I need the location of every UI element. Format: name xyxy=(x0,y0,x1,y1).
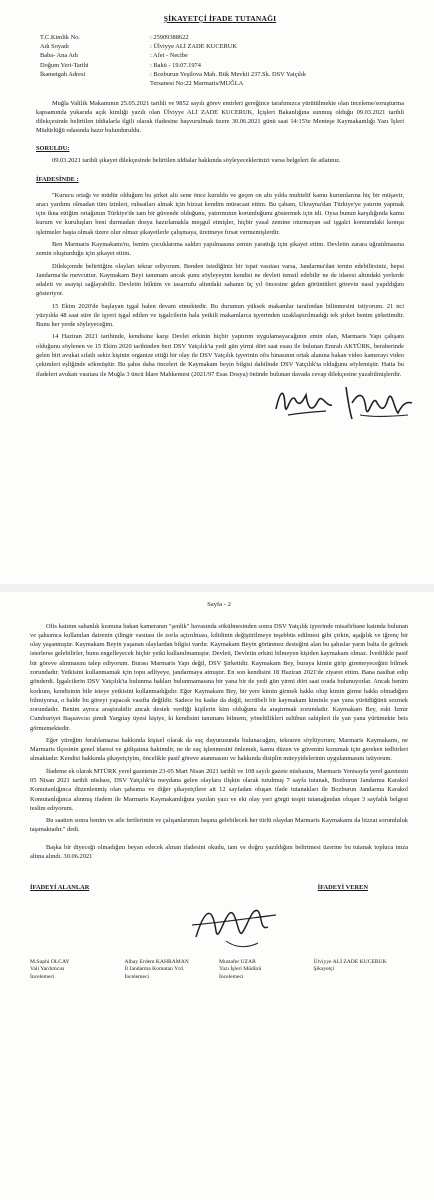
statement-paragraph: "Kurucu ortağı ve müdür olduğum bu şirket altı sene önce kuruldu ve geçen on altı yılda muhtelif kamu kurumlarına hiç bir müşavir, aracı yardımı olmadan tüm izinleri, ruhsatları almak için bizzat kendim müracaat ettim. Bu çabam, Ukrayna'dan Türkiye'ye yatırım yapmak için ikna ettiğim ortağımın Türkiye'de tam bir güvende olduğunu, yatırımının korunduğunu göstermek için idi. Oysa bunun karşılığında kamu kurum ve kuruluşları beni durmadan dosya hazırlamakla meşgul etmişler, hiçbir yasal zemine oturmayan saf işgalci komumdaki komşu işletmeler başta olmak üzere olur olmaz şikayetlerle çalışmaya, üretmeye fırsat vermemişlerdir. xyxy=(36,191,404,236)
closing-paragraph: Başka bir diyeceği olmadığını beyan edecek alınan ifadesini okudu, tam ve doğru yazıldığını belirtmesi üzerine bu tutanak topluca imza altına alındı. 30.06.2021 xyxy=(30,843,408,861)
signer-block xyxy=(125,959,220,982)
signature-marks xyxy=(30,893,408,953)
field-label: T.C.Kimlik No. xyxy=(40,33,81,41)
address-line-1: : Bozburun Yeşilova Mah. Bük Mevkii 237.Sk. DSV Yatçılık xyxy=(150,71,306,78)
statement-paragraph: Ben Marmaris Kaymakamı'nı, benim çocuklarıma saldırı yapılmasına zemin yarattığı için şikayet ettim. Devletin zarara uğratılmasına zemin oluşturduğu için şikayet ettim. xyxy=(36,240,404,258)
signer-title: Yazı İşleri Müdürü xyxy=(219,966,262,973)
signer-title: Şikayetçi xyxy=(313,966,335,973)
signer-block xyxy=(30,959,125,982)
statement-paragraph: Eğer yüreğim ferahlamazsa hakkında kişisel olarak da suç duyurusunda bulunacağım, tekraren söylüyorum; Marmaris Kaymakamı, ne Marmaris ilçesinin genel idaresi ve gidişatına hakimdir, ne de suç işlenmesini önlemek, kamu düzen ve güvenini korumak için gereken tedbirleri almaktadır. Kendisi hakkında şikayetçiyim, öncelikle pasif göreve atanmasını ve hakkında disiplin müeyyidelerinin uygulanmasını istiyorum. xyxy=(30,736,408,763)
signer-role: İncelemeci xyxy=(30,973,55,980)
statement-paragraph: Ofis katının sahanlık kısmına bakan kameranın "şenlik" havasında sökülmesinden sonra DSV Yatçılık işyerinde misafirhane katında bulunan ve şahsımca kullanılan dairenin çilingir vasıtası ile zorla açtırılması, kilidinin değiştirilmeye teşebbüs edilmesi gibi çirkin, aşağılık ve iğrenç bir olay yaşanmıştır. Kaymakam Beyin yaşanan olaylardan bilgisi vardır. Kaymakam Beyin görünmez desteğini alan bu şahıslar yarın balta ile gelmek isterlerse gelebilirler, bunu engelleyecek hiçbir yetki kullanılmamıştır. Devleti, Devletin erkini bilmeyen kişiden kaymakam olmaz. İvedilikle pasif bir göreve alınmasını talep ediyorum. Burası Marmaris Yapı değil, DSV Şirketidir. Kaymakam Bey, buraya kimin girip giremeyeceğini bilmek zorundadır. Yetkisini kullanmamak için topu adliyeye, jandarmaya atmıştır. En son kendisini 18 Haziran 2021'de ziyaret ettim. Bana nasihat edip gönderdi. İşgalcilerin DSV Yatçılık'ta bulunma hakları bulunmamasına bir yana bir de yedi gün yirmi dört saat orada bulunuyorlar. Ancak benim korkum, kendisinin bile isteye yetkisini kullanmadığıdır. Eğer Kaymakam Bey, bir yere kimin girmek hakkı olup kimin girme hakkı olmadığını bilmiyorsa, o halde bu göreyi yapacak vasıfta değildir. Sadece bu kadar da değil, tecrübeli bir kaymakam kiminle yan yana yürüdüğünü sezmek zorundadır. Benim ayrıca araştırabilir ancak destek verdiği kişilerin kim olduğunu da araştırmak zorundadır. Kaymakam Bey, eski İzmir Cumhuriyet Başsavcısı şimdi Yargıtay üyesi kişiye, ki kendisini tanımam bilmem, yöneltilikleri uslübun sahipleri ile yan yana yürümekte beis görmemektedir. xyxy=(30,622,408,732)
soruldu-heading: SORULDU: xyxy=(36,144,70,152)
page-number-header: Sayfa - 2 xyxy=(207,601,231,608)
signer-title: Vali Yardımcısı xyxy=(30,966,65,973)
address-line-2: Tersanesi No:22 Marmaris/MUĞLA xyxy=(150,80,244,88)
identity-row xyxy=(40,70,404,89)
ifade-heading: İFADESİNDE : xyxy=(36,176,79,184)
identity-row xyxy=(40,42,404,51)
signature-headings xyxy=(30,883,408,892)
signer-block xyxy=(219,959,314,982)
field-value: : Afet - Necibe xyxy=(150,52,188,60)
identity-row xyxy=(40,51,404,60)
signer-role: İncelemeci xyxy=(219,973,244,980)
identity-row xyxy=(40,33,404,42)
signer-name: Ülviyye ALİ ZADE KUCERUK xyxy=(313,958,387,965)
statement-paragraph: İfademe ek olarak MTÜRK yerel gazetenin 23-05 Mart Nisan 2021 tarihli ve 108 sayılı gazete nüshasını, Marmaris Yenisayfa yerel gazetesin 05 Nisan 2021 tarihli nüshası, DSV Yatçılık'ta meydana gelen olaylara ilişkin olarak tutulmuş 7 sayfa tutanak, Bozburun Jandarma Karakol Komutanlığınca düzenlenmiş olan şahsıma ve diğer şikayetçilere ait 12 sayfadan oluşan ifade tutanakları ile Bozburun Jandarma Karakol Komutanlığınca alınmış ifadem ile Marmaris Kaymakamlığına yazılan yazı ve eki olay yeri görgü tespit tutanağından oluşan 3 sayfalık belgesi teslim ediyorum. xyxy=(30,767,408,812)
document-page-1 xyxy=(0,0,434,584)
intro-paragraph: Muğla Valilik Makamının 25.05.2021 tarihli ve 9852 sayılı görev emirleri gereğince tarafımızca yürütülmekte olan inceleme/soruşturma kapsamında yukarıda açık kimliği yazılı olan Ülviyye ALİ ZADE KUCERUK, İçişleri Bakanlığına sunmuş olduğu 09.03.2021 tarihli dilekçesinde belirtilen iddialarla ilgili olarak ifadesine başvurulmak üzere 30.06.2021 günü saat 14:15'te Menteşe Kaymakamlığı Yazı İşleri Müdürlüğü odasında hazır bulunduruldu. xyxy=(36,99,404,135)
field-label: Adı Soyadı xyxy=(40,43,69,51)
document-title: ŞİKAYETÇİ İFADE TUTANAĞI xyxy=(163,14,277,23)
signer-block xyxy=(314,959,409,982)
signer-title: İl Jandarma Komutan Yrd. xyxy=(124,966,185,973)
statement-paragraph: 14 Haziran 2021 tarihinde, kendisine karşı Devlet erkinin hiçbir yaptırım uygulamayacağının emin olan, Marmaris Yapı çalışanı olduğunu söylenen ve 15 Ekim 2020 tarihinden beri DSV Yatçılık'ta yedi gün yirmi dört saat esası ile bulunan Emrah AKTÜRK, beraberinde gelen biri avukat sıfatlı sekiz kişinin organize ettiği bir olay ile DSV Yatçılık işyerinin ofis binasının ortak alanına bakan video kamerayı video çekimleri eşliğinde sökmüştür. Bu şahıs daha önceleri de Kaymakam beyin bilgisi dahilinde DSV Yatçılık'ta olduğunu söylemiştir. Hatta bu ifadeleri avukatı vasıtası ile Muğla 3 üncü İdare Mahkemesi (2021/97 Esas Dosya) önünde bulunan davada cevap dilekçesine yazabilmişlerdir. xyxy=(36,333,404,378)
field-label: İkametgah Adresi xyxy=(40,71,86,78)
field-label: Doğum Yeri-Tarihi xyxy=(40,61,89,69)
signer-name: Albay Erdem KAHRAMAN xyxy=(124,958,189,965)
field-value: : Bakü - 19.07.1974 xyxy=(150,61,201,69)
signer-name: Mustafer UZAR xyxy=(219,958,256,965)
handwritten-signatures-image xyxy=(268,379,418,425)
signer-role: İncelemeci xyxy=(124,973,150,980)
veren-heading: İFADEYİ VEREN xyxy=(317,884,368,892)
signers-row xyxy=(30,959,408,982)
page1-signatures xyxy=(36,379,404,449)
field-label: Baba- Ana Adı xyxy=(40,52,78,60)
field-value: : Ülviyye ALİ ZADE KUCERUK xyxy=(150,43,237,51)
identity-row xyxy=(40,61,404,70)
statement-paragraph: Bu saatten sonra benim ve aile fertlerimin ve çalışanlarımın başına gelebilecek her türlü olaydan Marmaris Kaymakamı da bizzat sorumluluk taşımaktadır." dedi. xyxy=(30,817,408,834)
page-divider xyxy=(0,584,434,592)
soruldu-text: 09.03.2021 tarihli şikayet dilekçesinde belirtilen iddialar hakkında söyleyeceklerinizi varsa belgeleri ile atlatınız. xyxy=(52,156,341,164)
statement-paragraph: Dilekçemde belirttiğim olayları tekrar ediyorum. Benden istediğiniz bir ispat vasıtası varsa, Jandarma'dan temin edebilirsiniz, hepsi Jandarma'da mevcuttur. Kaymakam Beyi tanımam ancak şunu söyleyeyim kendisi ne devleti temsil edebilir ne de idaresi altındaki yerlerde adaleti ve asayişi sağlayabilir. Devletin hüküm ve tasarrufu altındaki sahanın üç yıl öncesine giden görüntüleri görevin nasıl yapıldığını gösteriyor. xyxy=(36,262,404,298)
alanlar-heading: İFADEYİ ALANLAR xyxy=(30,884,90,892)
document-page-2 xyxy=(0,592,434,1200)
field-value xyxy=(150,70,404,89)
statement-paragraph: 15 Ekim 2020'de başlayan işgal halen devam etmektedir. Bu durumun yüksek makamlar tarafından bilinmesini istiyorum. 21 nci yüzyılda 48 saat süre ile işyeri işgal edilen ve işgalcilerin hala yetkili makamlarca işyerinden uzaklaştırılmadığı tek şirket benim şirketimdir. Bunu her yerde söyleyeceğim. xyxy=(36,302,404,329)
field-value: : 25909388622 xyxy=(150,33,189,41)
identity-table xyxy=(40,33,404,89)
handwritten-signature-image xyxy=(186,897,282,955)
signer-name: M.Suphi OLCAY xyxy=(30,958,70,965)
